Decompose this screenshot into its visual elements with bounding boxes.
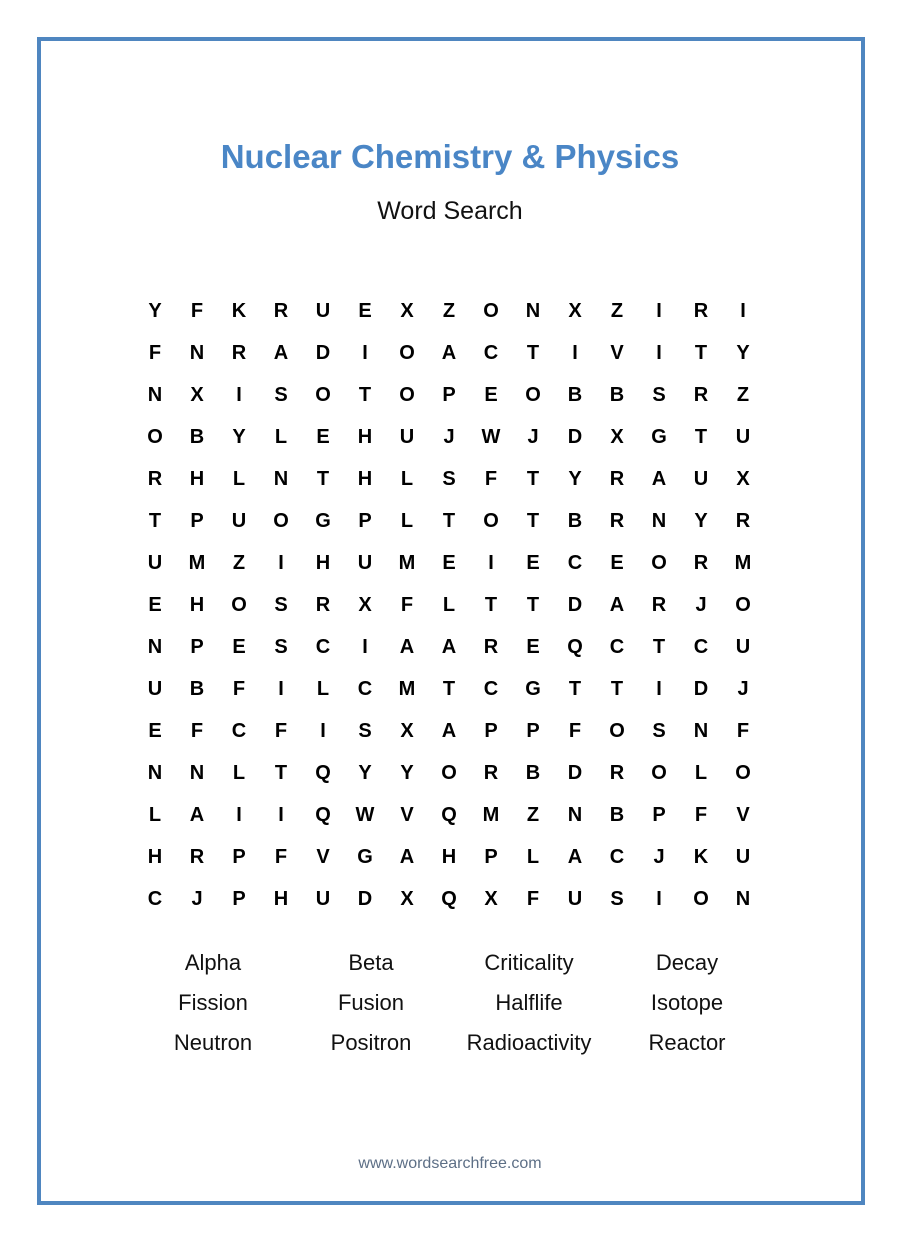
grid-cell: A bbox=[441, 719, 457, 742]
word-list-item: Fission bbox=[178, 990, 248, 1015]
grid-cell: H bbox=[315, 551, 331, 574]
grid-cell: Q bbox=[315, 761, 331, 784]
grid-cell: A bbox=[189, 803, 205, 826]
grid-cell: V bbox=[400, 803, 414, 826]
grid-cell: T bbox=[526, 593, 540, 616]
grid-cell: Y bbox=[400, 761, 414, 784]
grid-cell: C bbox=[357, 677, 373, 700]
grid-cell: R bbox=[693, 551, 709, 574]
grid-cell: O bbox=[735, 593, 751, 616]
grid-cell: U bbox=[315, 299, 331, 322]
grid-cell: E bbox=[610, 551, 624, 574]
grid-cell: F bbox=[274, 719, 288, 742]
grid-cell: X bbox=[190, 383, 204, 406]
grid-cell: A bbox=[399, 845, 415, 868]
letter-grid bbox=[134, 290, 764, 920]
word-list-item: Positron bbox=[330, 1030, 412, 1055]
grid-cell: Z bbox=[442, 299, 456, 322]
grid-cell: L bbox=[148, 803, 162, 826]
grid-cell: L bbox=[694, 761, 708, 784]
grid-cell: P bbox=[652, 803, 666, 826]
grid-cell: M bbox=[398, 551, 416, 574]
grid-cell: H bbox=[441, 845, 457, 868]
grid-cell: M bbox=[188, 551, 206, 574]
grid-cell: K bbox=[231, 299, 247, 322]
grid-cell: I bbox=[278, 677, 284, 700]
grid-cell: P bbox=[190, 635, 204, 658]
grid-cell: E bbox=[148, 719, 162, 742]
grid-cell: B bbox=[189, 425, 205, 448]
grid-cell: Q bbox=[567, 635, 583, 658]
word-list-item: Fusion bbox=[337, 990, 405, 1015]
grid-cell: R bbox=[609, 761, 625, 784]
grid-cell: K bbox=[693, 845, 709, 868]
grid-cell: L bbox=[400, 509, 414, 532]
grid-cell: O bbox=[693, 887, 709, 910]
grid-cell: T bbox=[526, 509, 540, 532]
grid-cell: A bbox=[399, 635, 415, 658]
grid-cell: C bbox=[483, 677, 499, 700]
grid-cell: F bbox=[400, 593, 414, 616]
grid-cell: B bbox=[525, 761, 541, 784]
grid-cell: I bbox=[236, 803, 242, 826]
grid-cell: J bbox=[695, 593, 707, 616]
grid-cell: Y bbox=[694, 509, 708, 532]
puzzle-subtitle: Word Search bbox=[377, 197, 523, 225]
grid-cell: T bbox=[568, 677, 582, 700]
grid-cell: I bbox=[656, 677, 662, 700]
word-list-item: Reactor bbox=[648, 1030, 726, 1055]
grid-cell: A bbox=[273, 341, 289, 364]
grid-cell: I bbox=[488, 551, 494, 574]
grid-cell: L bbox=[400, 467, 414, 490]
grid-cell: E bbox=[526, 551, 540, 574]
grid-cell: U bbox=[147, 551, 163, 574]
grid-cell: M bbox=[398, 677, 416, 700]
grid-cell: G bbox=[315, 509, 331, 532]
grid-cell: S bbox=[442, 467, 456, 490]
grid-cell: Y bbox=[358, 761, 372, 784]
grid-cell: Q bbox=[441, 887, 457, 910]
grid-cell: J bbox=[653, 845, 665, 868]
grid-cell: O bbox=[651, 551, 667, 574]
grid-cell: S bbox=[652, 383, 666, 406]
grid-cell: C bbox=[483, 341, 499, 364]
grid-cell: N bbox=[147, 761, 163, 784]
grid-cell: B bbox=[567, 509, 583, 532]
grid-cell: H bbox=[189, 593, 205, 616]
grid-cell: O bbox=[399, 383, 415, 406]
grid-cell: T bbox=[274, 761, 288, 784]
grid-cell: C bbox=[315, 635, 331, 658]
grid-cell: Z bbox=[526, 803, 540, 826]
grid-cell: U bbox=[567, 887, 583, 910]
grid-cell: F bbox=[148, 341, 162, 364]
grid-cell: D bbox=[693, 677, 709, 700]
grid-cell: I bbox=[362, 341, 368, 364]
word-list-item: Radioactivity bbox=[466, 1030, 592, 1055]
grid-cell: R bbox=[735, 509, 751, 532]
word-list-item: Decay bbox=[655, 950, 719, 975]
grid-cell: A bbox=[441, 341, 457, 364]
grid-cell: N bbox=[147, 635, 163, 658]
grid-cell: H bbox=[357, 467, 373, 490]
grid-cell: P bbox=[484, 719, 498, 742]
grid-cell: R bbox=[147, 467, 163, 490]
grid-cell: O bbox=[441, 761, 457, 784]
grid-cell: P bbox=[190, 509, 204, 532]
grid-cell: J bbox=[443, 425, 455, 448]
grid-cell: I bbox=[362, 635, 368, 658]
grid-cell: S bbox=[652, 719, 666, 742]
grid-cell: L bbox=[232, 467, 246, 490]
grid-cell: P bbox=[358, 509, 372, 532]
grid-cell: S bbox=[274, 635, 288, 658]
grid-cell: B bbox=[609, 383, 625, 406]
grid-cell: T bbox=[526, 467, 540, 490]
grid-cell: U bbox=[735, 425, 751, 448]
grid-cell: E bbox=[358, 299, 372, 322]
grid-cell: U bbox=[147, 677, 163, 700]
grid-cell: P bbox=[526, 719, 540, 742]
grid-cell: F bbox=[736, 719, 750, 742]
grid-cell: J bbox=[191, 887, 203, 910]
grid-cell: C bbox=[231, 719, 247, 742]
grid-cell: P bbox=[484, 845, 498, 868]
grid-cell: R bbox=[231, 341, 247, 364]
grid-cell: S bbox=[358, 719, 372, 742]
grid-cell: T bbox=[358, 383, 372, 406]
grid-cell: I bbox=[278, 551, 284, 574]
grid-cell: U bbox=[357, 551, 373, 574]
grid-cell: T bbox=[442, 509, 456, 532]
word-list-item: Halflife bbox=[495, 990, 563, 1015]
grid-cell: D bbox=[567, 761, 583, 784]
grid-cell: T bbox=[484, 593, 498, 616]
grid-cell: L bbox=[274, 425, 288, 448]
grid-cell: R bbox=[651, 593, 667, 616]
grid-cell: E bbox=[148, 593, 162, 616]
word-list-item: Neutron bbox=[173, 1030, 253, 1055]
grid-cell: B bbox=[189, 677, 205, 700]
grid-cell: T bbox=[526, 341, 540, 364]
grid-cell: Z bbox=[610, 299, 624, 322]
grid-cell: F bbox=[568, 719, 582, 742]
grid-cell: N bbox=[273, 467, 289, 490]
grid-cell: E bbox=[526, 635, 540, 658]
grid-cell: N bbox=[651, 509, 667, 532]
grid-cell: X bbox=[736, 467, 750, 490]
grid-cell: D bbox=[567, 425, 583, 448]
grid-cell: Z bbox=[736, 383, 750, 406]
grid-cell: O bbox=[735, 761, 751, 784]
grid-cell: A bbox=[441, 635, 457, 658]
grid-cell: O bbox=[231, 593, 247, 616]
grid-cell: R bbox=[693, 383, 709, 406]
grid-cell: Y bbox=[568, 467, 582, 490]
grid-cell: N bbox=[693, 719, 709, 742]
grid-cell: H bbox=[273, 887, 289, 910]
grid-cell: W bbox=[481, 425, 501, 448]
grid-cell: N bbox=[525, 299, 541, 322]
grid-cell: F bbox=[526, 887, 540, 910]
grid-cell: B bbox=[609, 803, 625, 826]
grid-cell: O bbox=[483, 299, 499, 322]
grid-cell: V bbox=[610, 341, 624, 364]
grid-cell: F bbox=[484, 467, 498, 490]
grid-cell: O bbox=[651, 761, 667, 784]
grid-cell: P bbox=[232, 887, 246, 910]
grid-cell: N bbox=[567, 803, 583, 826]
grid-cell: X bbox=[484, 887, 498, 910]
grid-cell: A bbox=[609, 593, 625, 616]
grid-cell: F bbox=[232, 677, 246, 700]
grid-cell: H bbox=[357, 425, 373, 448]
grid-cell: X bbox=[610, 425, 624, 448]
grid-cell: Z bbox=[232, 551, 246, 574]
grid-cell: O bbox=[525, 383, 541, 406]
grid-cell: O bbox=[273, 509, 289, 532]
word-list-item: Isotope bbox=[650, 990, 724, 1015]
grid-cell: O bbox=[483, 509, 499, 532]
grid-cell: F bbox=[190, 299, 204, 322]
grid-cell: T bbox=[316, 467, 330, 490]
grid-cell: C bbox=[567, 551, 583, 574]
grid-cell: U bbox=[315, 887, 331, 910]
grid-cell: L bbox=[442, 593, 456, 616]
grid-cell: Q bbox=[315, 803, 331, 826]
grid-cell: L bbox=[316, 677, 330, 700]
grid-cell: R bbox=[483, 761, 499, 784]
grid-cell: O bbox=[399, 341, 415, 364]
grid-cell: C bbox=[693, 635, 709, 658]
grid-cell: F bbox=[274, 845, 288, 868]
grid-cell: U bbox=[735, 635, 751, 658]
grid-cell: L bbox=[232, 761, 246, 784]
grid-cell: D bbox=[357, 887, 373, 910]
grid-cell: S bbox=[610, 887, 624, 910]
grid-cell: U bbox=[231, 509, 247, 532]
grid-cell: L bbox=[526, 845, 540, 868]
grid-cell: S bbox=[274, 383, 288, 406]
grid-cell: F bbox=[694, 803, 708, 826]
grid-cell: S bbox=[274, 593, 288, 616]
grid-cell: R bbox=[273, 299, 289, 322]
grid-cell: U bbox=[399, 425, 415, 448]
grid-cell: E bbox=[484, 383, 498, 406]
grid-cell: Y bbox=[736, 341, 750, 364]
grid-cell: Y bbox=[232, 425, 246, 448]
grid-cell: A bbox=[567, 845, 583, 868]
grid-cell: R bbox=[483, 635, 499, 658]
grid-cell: E bbox=[316, 425, 330, 448]
grid-cell: G bbox=[525, 677, 541, 700]
grid-cell: M bbox=[482, 803, 500, 826]
grid-cell: B bbox=[567, 383, 583, 406]
grid-cell: D bbox=[567, 593, 583, 616]
grid-cell: U bbox=[735, 845, 751, 868]
grid-cell: X bbox=[358, 593, 372, 616]
grid-cell: T bbox=[148, 509, 162, 532]
grid-cell: J bbox=[527, 425, 539, 448]
grid-cell: D bbox=[315, 341, 331, 364]
grid-cell: R bbox=[315, 593, 331, 616]
grid-cell: R bbox=[693, 299, 709, 322]
grid-cell: X bbox=[400, 299, 414, 322]
grid-cell: R bbox=[609, 467, 625, 490]
grid-cell: E bbox=[442, 551, 456, 574]
grid-cell: V bbox=[316, 845, 330, 868]
grid-cell: I bbox=[320, 719, 326, 742]
word-list bbox=[134, 943, 766, 1063]
grid-cell: P bbox=[232, 845, 246, 868]
grid-cell: X bbox=[568, 299, 582, 322]
grid-cell: I bbox=[278, 803, 284, 826]
grid-cell: H bbox=[189, 467, 205, 490]
grid-cell: I bbox=[236, 383, 242, 406]
puzzle-title: Nuclear Chemistry & Physics bbox=[220, 138, 680, 175]
grid-cell: M bbox=[734, 551, 752, 574]
grid-cell: J bbox=[737, 677, 749, 700]
grid-cell: R bbox=[189, 845, 205, 868]
grid-cell: W bbox=[355, 803, 375, 826]
grid-cell: Q bbox=[441, 803, 457, 826]
grid-cell: T bbox=[694, 341, 708, 364]
grid-cell: T bbox=[610, 677, 624, 700]
grid-cell: O bbox=[147, 425, 163, 448]
grid-cell: I bbox=[656, 299, 662, 322]
grid-cell: G bbox=[651, 425, 667, 448]
grid-cell: A bbox=[651, 467, 667, 490]
grid-cell: H bbox=[147, 845, 163, 868]
grid-cell: N bbox=[189, 761, 205, 784]
grid-cell: I bbox=[572, 341, 578, 364]
grid-cell: P bbox=[442, 383, 456, 406]
grid-cell: U bbox=[693, 467, 709, 490]
grid-cell: I bbox=[740, 299, 746, 322]
grid-cell: C bbox=[147, 887, 163, 910]
grid-cell: V bbox=[736, 803, 750, 826]
grid-cell: Y bbox=[148, 299, 162, 322]
grid-cell: E bbox=[232, 635, 246, 658]
grid-cell: O bbox=[609, 719, 625, 742]
word-list-item: Alpha bbox=[184, 950, 242, 975]
grid-cell: N bbox=[189, 341, 205, 364]
word-list-item: Criticality bbox=[484, 950, 574, 975]
grid-cell: X bbox=[400, 719, 414, 742]
grid-cell: N bbox=[735, 887, 751, 910]
grid-cell: C bbox=[609, 635, 625, 658]
word-list-item: Beta bbox=[348, 950, 394, 975]
grid-cell: R bbox=[609, 509, 625, 532]
footer-url: www.wordsearchfree.com bbox=[358, 1155, 542, 1172]
grid-cell: F bbox=[190, 719, 204, 742]
grid-cell: T bbox=[442, 677, 456, 700]
grid-cell: I bbox=[656, 887, 662, 910]
grid-cell: T bbox=[652, 635, 666, 658]
grid-cell: N bbox=[147, 383, 163, 406]
grid-cell: C bbox=[609, 845, 625, 868]
grid-cell: X bbox=[400, 887, 414, 910]
grid-cell: G bbox=[357, 845, 373, 868]
grid-cell: O bbox=[315, 383, 331, 406]
grid-cell: T bbox=[694, 425, 708, 448]
grid-cell: I bbox=[656, 341, 662, 364]
